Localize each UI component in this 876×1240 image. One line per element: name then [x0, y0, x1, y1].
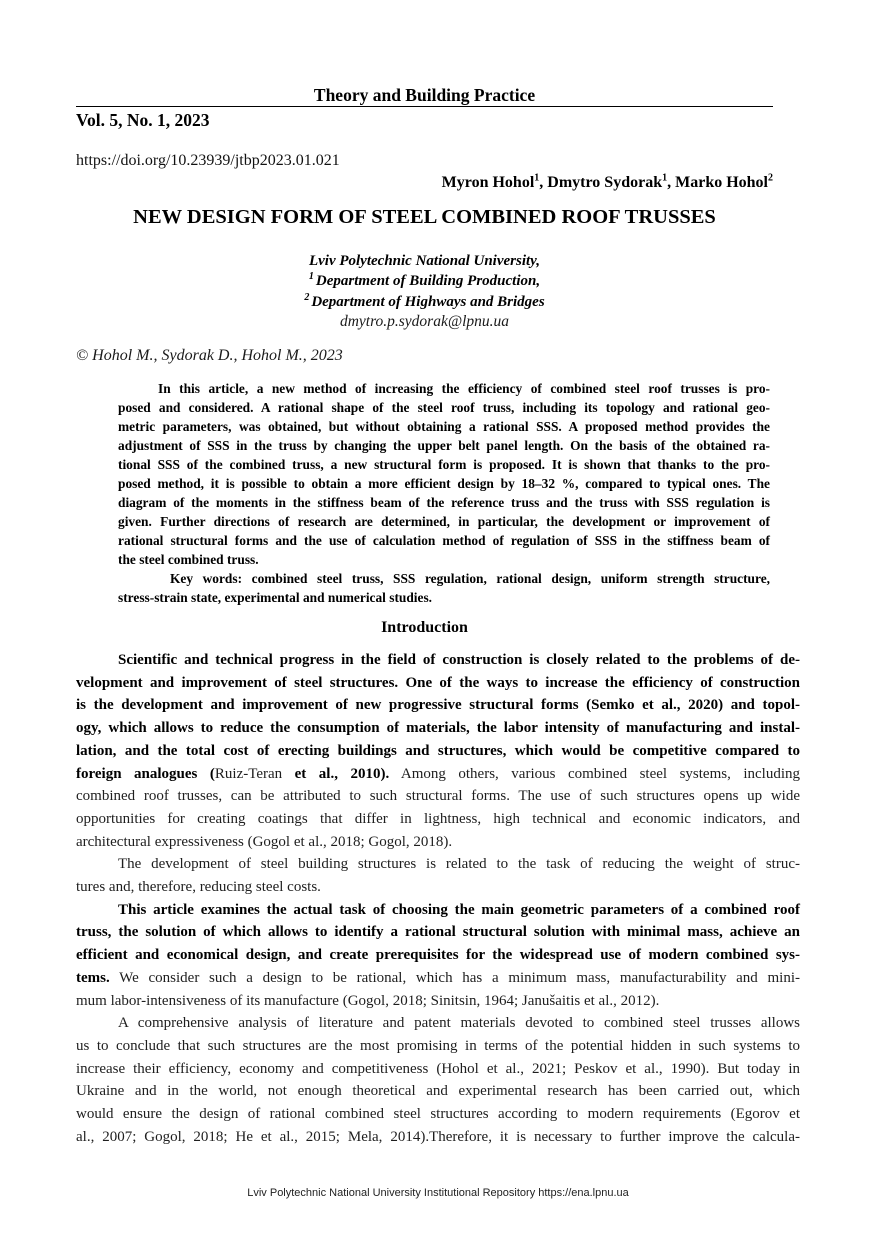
- body-segment-bold: tems.: [76, 969, 110, 986]
- copyright-notice: © Hohol M., Sydorak D., Hohol M., 2023: [76, 347, 343, 364]
- abstract-line: the steel combined truss.: [118, 552, 259, 567]
- body-segment: Ruiz-Teran: [214, 765, 283, 782]
- body-line: opportunities for creating coatings that differ in lightness, high technical and economic indicators, and: [76, 810, 800, 827]
- abstract-line: given. Further directions of research are determined, in particular, the development or improvement of: [118, 514, 770, 529]
- body-line: A comprehensive analysis of literature and patent materials devoted to combined steel trusses allows: [118, 1015, 800, 1032]
- abstract-line: posed and considered. A rational shape of the steel roof truss, including its topology and rational geo-: [118, 400, 770, 415]
- body-line: lation, and the total cost of erecting buildings and structures, which would be competitive compared to: [76, 742, 800, 759]
- abstract-line: metric parameters, was obtained, but without obtaining a rational SSS. A proposed method provides the: [118, 419, 770, 434]
- body-line: al., 2007; Gogol, 2018; He et al., 2015; Mela, 2014).Therefore, it is necessary to further improve the calcula-: [76, 1128, 800, 1145]
- abstract-line: adjustment of SSS in the truss by changing the upper belt panel length. On the basis of the obtained ra-: [118, 438, 770, 453]
- body-line: ogy, which allows to reduce the consumption of materials, the labor intensity of manufacturing and instal-: [76, 720, 800, 737]
- body-segment: Among others, various combined steel systems, including: [389, 765, 800, 782]
- author-list: [76, 173, 773, 193]
- body-line: combined roof trusses, can be attributed to such structural forms. The use of such structures opens up wide: [76, 788, 800, 805]
- abstract-line: diagram of the moments in the stiffness beam of the reference truss and the truss with SSS regulation is: [118, 495, 770, 510]
- body-line: This article examines the actual task of choosing the main geometric parameters of a combined roof: [118, 901, 800, 918]
- section-heading-introduction: Introduction: [381, 619, 468, 636]
- abstract-line: rational structural forms and the use of calculation method of regulation of SSS in the stiffness beam of: [118, 533, 770, 548]
- author-affiliation-mark: 1: [662, 172, 668, 184]
- body-line: velopment and improvement of steel structures. One of the ways to increase the efficiency of construction: [76, 674, 800, 691]
- author-affiliation-mark: 2: [768, 172, 773, 184]
- author-name: Myron Hohol: [441, 174, 535, 191]
- body-line: us to conclude that such structures are the most promising in terms of the potential hidden in such systems to: [76, 1037, 800, 1054]
- keywords-line: stress-strain state, experimental and numerical studies.: [118, 590, 433, 605]
- body-line: increase their efficiency, economy and competitiveness (Hohol et al., 2021; Peskov et al., 1990). But today in: [76, 1060, 800, 1077]
- body-line: Ukraine and in the world, not enough theoretical and experimental research has been carried out, which: [76, 1083, 800, 1100]
- department-name: Department of Building Production,: [315, 273, 541, 290]
- body-line: [76, 763, 800, 786]
- abstract-line: tional SSS of the combined truss, a new structural form is proposed. It is shown that thanks to the pro-: [118, 457, 770, 472]
- body-line: [76, 967, 800, 990]
- paper-title: NEW DESIGN FORM OF STEEL COMBINED ROOF TRUSSES: [133, 206, 716, 228]
- body-segment-bold: et al., 2010).: [282, 765, 390, 782]
- author-affiliation-mark: 1: [534, 172, 540, 184]
- author-name: Marko Hohol: [675, 174, 768, 191]
- department-mark: 2: [304, 291, 310, 303]
- header-rule: [76, 106, 773, 107]
- contact-email[interactable]: dmytro.p.sydorak@lpnu.ua: [339, 312, 510, 330]
- department-mark: 1: [308, 271, 314, 283]
- department-line: [76, 271, 773, 291]
- body-line: truss, the solution of which allows to identify a rational structural solution with minimal mass, achieve an: [76, 924, 800, 941]
- affiliation-block: [76, 251, 773, 332]
- abstract: [118, 379, 770, 607]
- journal-name: Theory and Building Practice: [313, 85, 536, 105]
- abstract-line: posed method, it is possible to obtain a more efficient design by 18–32 %, compared to typical ones. The: [118, 476, 770, 491]
- body-line: architectural expressiveness (Gogol et al., 2018; Gogol, 2018).: [76, 833, 453, 850]
- author-separator: ,: [539, 174, 548, 191]
- keywords-line: Key words: combined steel truss, SSS regulation, rational design, uniform strength structure,: [170, 571, 770, 586]
- body-line: is the development and improvement of new progressive structural forms (Semko et al., 2020) and topol-: [76, 697, 800, 714]
- author-name: Dmytro Sydorak: [547, 174, 663, 191]
- body-line: Scientific and technical progress in the field of construction is closely related to the problems of de-: [118, 652, 800, 668]
- body-line: The development of steel building structures is related to the task of reducing the weight of struc-: [118, 856, 800, 873]
- author-separator: ,: [667, 174, 676, 191]
- body-line: would ensure the design of rational combined steel structures according to modern requirements (Egorov et: [76, 1106, 800, 1123]
- body-text: [76, 649, 800, 1148]
- institution-name: Lviv Polytechnic National University,: [308, 253, 541, 269]
- volume-issue: Vol. 5, No. 1, 2023: [76, 110, 210, 130]
- department-line: [76, 292, 773, 312]
- repository-footer: Lviv Polytechnic National University Institutional Repository https://ena.lpnu.ua: [247, 1187, 629, 1199]
- body-line: mum labor-intensiveness of its manufacture (Gogol, 2018; Sinitsin, 1964; Janušaitis et al., 2012).: [76, 992, 660, 1009]
- department-name: Department of Highways and Bridges: [311, 293, 545, 310]
- body-line: tures and, therefore, reducing steel costs.: [76, 879, 321, 896]
- abstract-line: In this article, a new method of increasing the efficiency of combined steel roof trusses is pro-: [158, 381, 770, 396]
- body-line: efficient and economical design, and create prerequisites for the widespread use of modern combined sys-: [76, 947, 800, 964]
- body-segment: We consider such a design to be rational, which has a minimum mass, manufacturability and mini-: [109, 969, 800, 986]
- body-segment-bold: foreign analogues (: [76, 765, 215, 782]
- doi-link[interactable]: https://doi.org/10.23939/jtbp2023.01.021: [76, 152, 340, 169]
